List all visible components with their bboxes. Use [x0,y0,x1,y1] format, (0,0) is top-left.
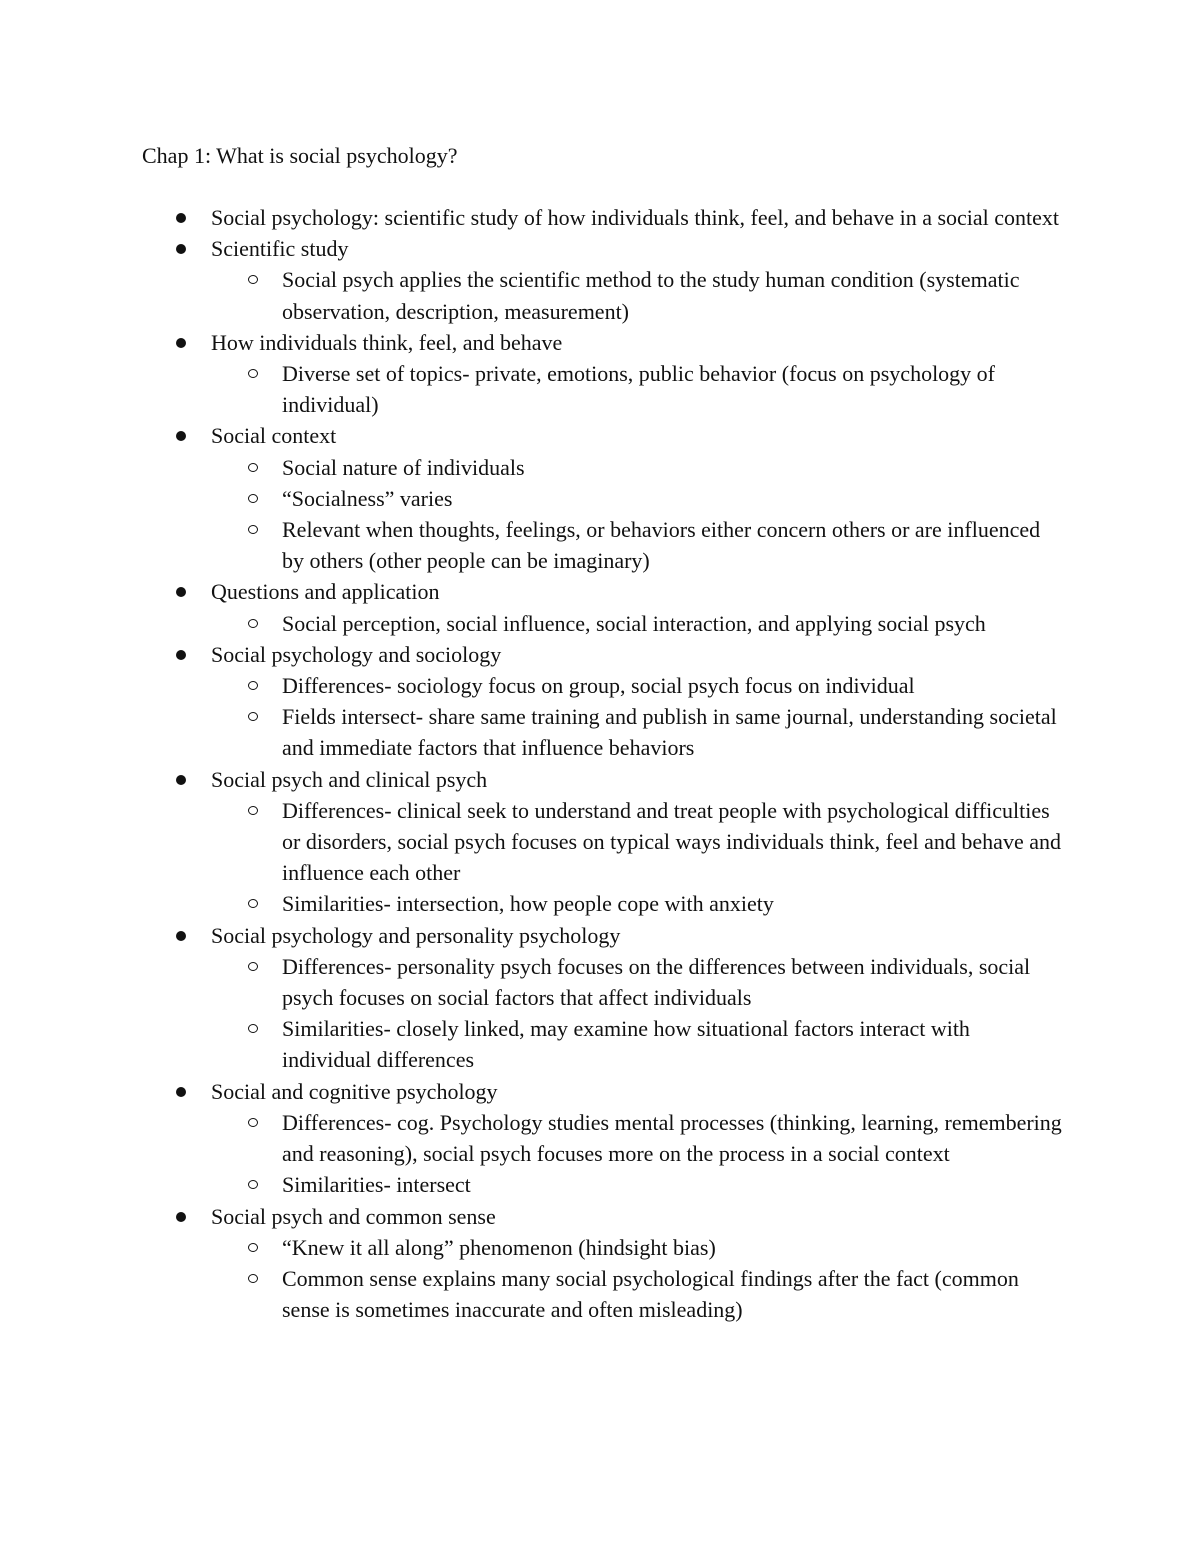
outline-item-text: Social psych and common sense [211,1203,496,1229]
outline-subitem-text: Similarities- closely linked, may examine how situational factors interact with individual differences [282,1016,970,1073]
filled-bullet-icon [176,1087,186,1097]
filled-bullet-icon [176,587,186,597]
outline-item-text: Social psychology and personality psychology [211,922,621,948]
outline-item-text: How individuals think, feel, and behave [211,329,563,355]
outline-item-text: Social and cognitive psychology [211,1078,498,1104]
outline-subitem-text: Differences- sociology focus on group, social psych focus on individual [282,673,915,699]
hollow-bullet-icon [248,463,258,472]
outline-subitem [0,888,1062,919]
outline-subitem [0,795,1062,889]
hollow-bullet-icon [248,1243,258,1252]
outline-subitem-text: Similarities- intersection, how people cope with anxiety [282,891,774,917]
hollow-bullet-icon [248,494,258,503]
filled-bullet-icon [176,1212,186,1222]
outline-subitem [0,670,1062,701]
outline-item [0,576,1061,607]
hollow-bullet-icon [248,1118,258,1127]
outline-item [0,639,1061,670]
outline-item [0,1201,1061,1232]
outline-subitem-text: Differences- personality psych focuses on the differences between individuals, social psych focuses on social factors that affect individuals [282,953,1031,1011]
outline-item [0,233,1061,264]
page-title: Chap 1: What is social psychology? [142,143,458,168]
outline-subitem-text: “Socialness” varies [282,485,453,511]
outline-subitem-text: Differences- clinical seek to understand and treat people with psychological difficulties or disorders, social psych focuses on typical ways individuals think, feel and behave and influence each other [282,797,1061,886]
outline-item [0,1076,1061,1107]
outline-subitem [0,1013,1062,1075]
outline-subitem-text: Differences- cog. Psychology studies mental processes (thinking, learning, remembering and reasoning), social psych focuses more on the process in a social context [282,1109,1062,1167]
filled-bullet-icon [176,244,186,254]
hollow-bullet-icon [248,962,258,971]
outline-item-text: Social context [211,423,337,449]
outline-item-text: Scientific study [211,236,349,262]
filled-bullet-icon [176,338,186,348]
outline-item [0,764,1061,795]
outline-item-text: Social psychology: scientific study of how individuals think, feel, and behave in a social context [211,205,1060,230]
outline-subitem-text: Diverse set of topics- private, emotions, public behavior (focus on psychology of individual) [282,361,996,418]
outline-subitem-text: Similarities- intersect [282,1172,471,1198]
outline-subitem [0,264,1062,326]
outline-subitem [0,452,1062,483]
outline-item [0,327,1061,358]
outline-subitem-text: Fields intersect- share same training and publish in same journal, understanding societal and immediate factors that influence behaviors [282,704,1057,761]
outline-subitem-text: Common sense explains many social psychological findings after the fact (common sense is sometimes inaccurate and often misleading) [282,1265,1019,1323]
outline-item-text: Social psych and clinical psych [211,766,488,792]
filled-bullet-icon [176,650,186,660]
filled-bullet-icon [176,431,186,441]
filled-bullet-icon [176,931,186,941]
outline-subitem-text: Social nature of individuals [282,454,525,480]
outline-item-text: Social psychology and sociology [211,641,502,667]
outline-item-text: Questions and application [211,579,440,605]
outline-item [0,420,1061,451]
outline-subitem [0,951,1062,1013]
hollow-bullet-icon [248,1024,258,1033]
hollow-bullet-icon [248,806,258,815]
outline-subitem [0,358,1062,420]
hollow-bullet-icon [248,1274,258,1283]
notes-outline [0,202,1200,1325]
hollow-bullet-icon [248,619,258,628]
outline-item [0,920,1061,951]
hollow-bullet-icon [248,369,258,378]
hollow-bullet-icon [248,681,258,690]
outline-subitem-text: Relevant when thoughts, feelings, or behaviors either concern others or are influenced by others (other people can be imaginary) [282,517,1041,574]
outline-subitem-text: Social perception, social influence, social interaction, and applying social psych [282,610,986,636]
outline-subitem [0,1232,1062,1263]
outline-subitem [0,483,1062,514]
hollow-bullet-icon [248,1180,258,1189]
hollow-bullet-icon [248,525,258,534]
outline-subitem-text: “Knew it all along” phenomenon (hindsight bias) [282,1234,716,1260]
outline-item [0,202,1061,233]
outline-subitem-text: Social psych applies the scientific method to the study human condition (systematic observation, description, measurement) [282,267,1020,324]
outline-subitem [0,514,1062,576]
outline-subitem [0,701,1062,763]
outline-subitem [0,608,1062,639]
outline-subitem [0,1169,1062,1200]
filled-bullet-icon [176,775,186,785]
hollow-bullet-icon [248,899,258,908]
outline-subitem [0,1107,1062,1169]
hollow-bullet-icon [248,275,258,284]
filled-bullet-icon [176,213,186,223]
hollow-bullet-icon [248,712,258,721]
outline-subitem [0,1263,1062,1325]
